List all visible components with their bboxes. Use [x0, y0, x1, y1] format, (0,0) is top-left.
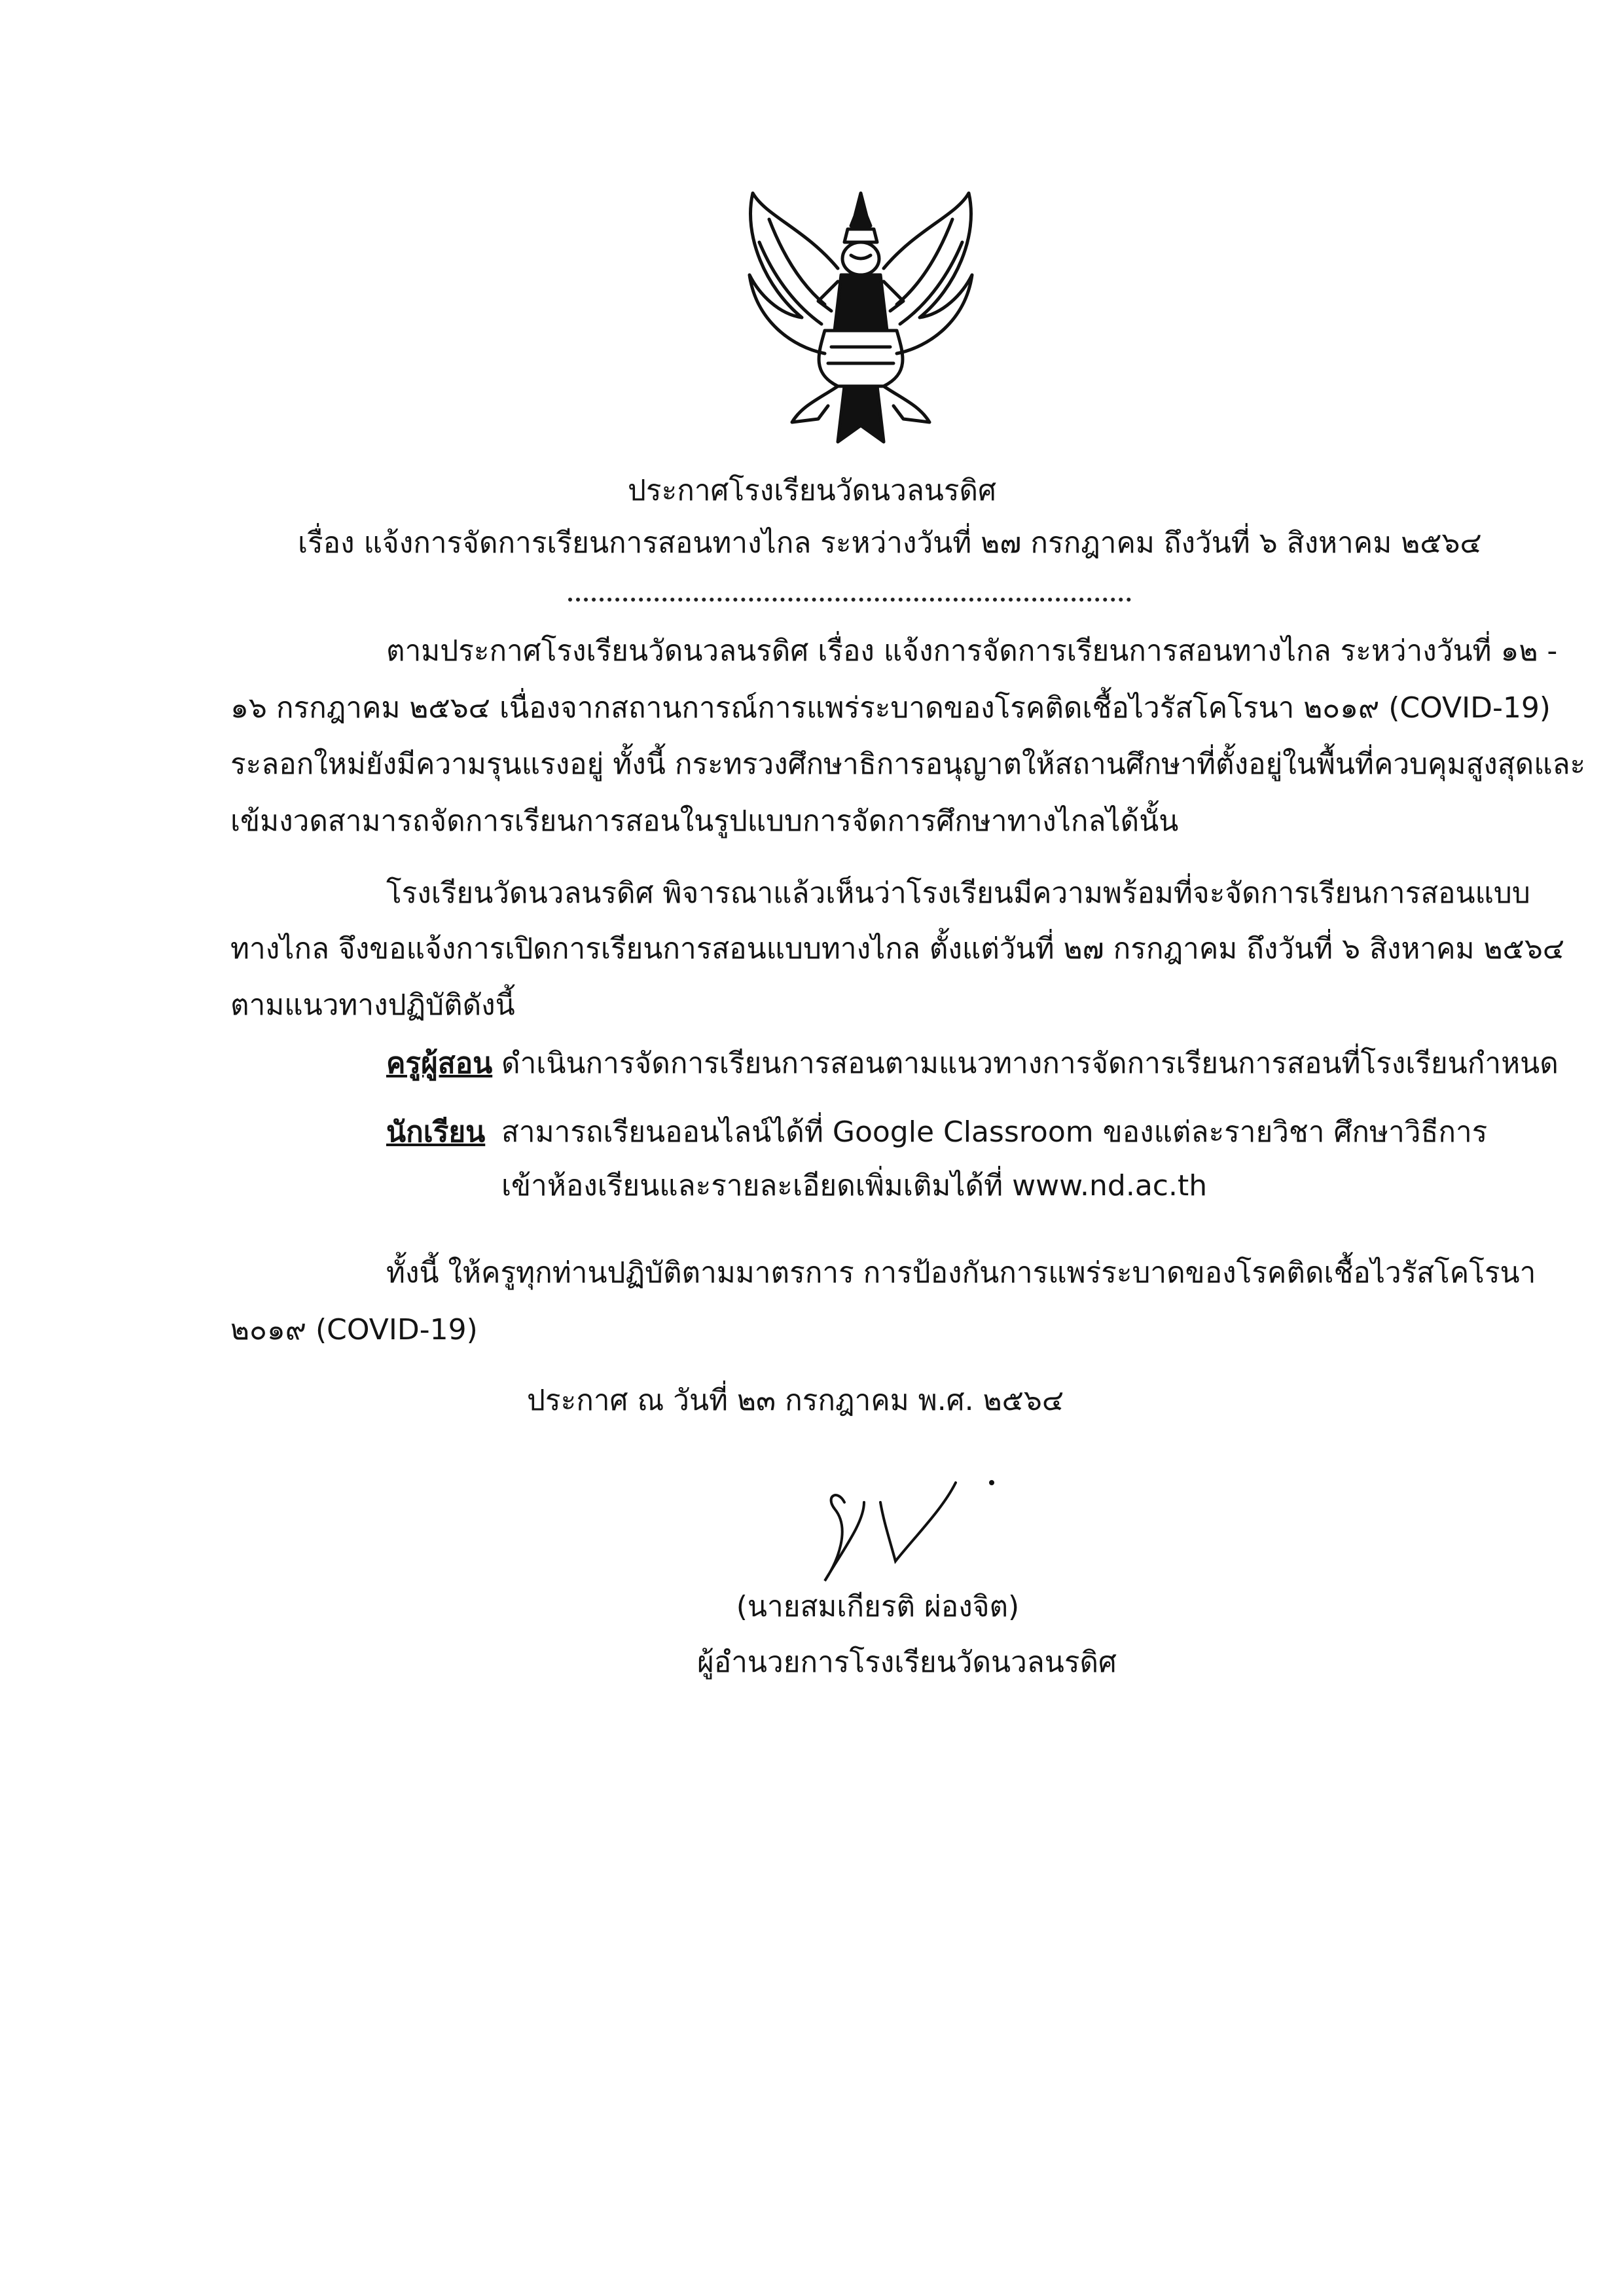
- student-line1: สามารถเรียนออนไลน์ได้ที่ Google Classroom ของแต่ละรายวิชา ศึกษาวิธีการ: [501, 1115, 1488, 1149]
- signature: [818, 1463, 1015, 1587]
- teacher-text: ดำเนินการจัดการเรียนการสอนตามแนวทางการจัดการเรียนการสอนที่โรงเรียนกำหนด: [501, 1047, 1559, 1080]
- teacher-label: ครูผู้สอน: [386, 1047, 493, 1080]
- para2-line2: ทางไกล จึงขอแจ้งการเปิดการเรียนการสอนแบบทางไกล ตั้งแต่วันที่ ๒๗ กรกฎาคม ถึงวันที่ ๖ สิงหาคม ๒๕๖๔: [230, 932, 1565, 966]
- para3-line1: ทั้งนี้ ให้ครูทุกท่านปฏิบัติตามมาตรการ การป้องกันการแพร่ระบาดของโรคติดเชื้อไวรัสโคโรนา: [386, 1256, 1536, 1290]
- title-separator: [568, 592, 1131, 602]
- para1-line1: ตามประกาศโรงเรียนวัดนวลนรดิศ เรื่อง แจ้งการจัดการเรียนการสอนทางไกล ระหว่างวันที่ ๑๒ -: [386, 634, 1558, 668]
- para1-line2: ๑๖ กรกฎาคม ๒๕๖๔ เนื่องจากสถานการณ์การแพร่ระบาดของโรคติดเชื้อไวรัสโคโรนา ๒๐๑๙ (COVID-19): [230, 691, 1551, 725]
- student-label: นักเรียน: [386, 1115, 486, 1149]
- student-line2: เข้าห้องเรียนและรายละเอียดเพิ่มเติมได้ที่ www.nd.ac.th: [501, 1169, 1208, 1202]
- signer-title: ผู้อำนวยการโรงเรียนวัดนวลนรดิศ: [697, 1646, 1117, 1679]
- garuda-emblem-icon: [740, 190, 982, 448]
- para1-line4: เข้มงวดสามารถจัดการเรียนการสอนในรูปแบบการจัดการศึกษาทางไกลได้นั้น: [230, 804, 1179, 838]
- signer-name: (นายสมเกียรติ ผ่องจิต): [736, 1590, 1020, 1623]
- announcement-date: ประกาศ ณ วันที่ ๒๓ กรกฎาคม พ.ศ. ๒๕๖๔: [527, 1384, 1064, 1417]
- para2-line1: โรงเรียนวัดนวลนรดิศ พิจารณาแล้วเห็นว่าโรงเรียนมีความพร้อมที่จะจัดการเรียนการสอนแบบ: [386, 876, 1530, 910]
- para2-line3: ตามแนวทางปฏิบัติดังนี้: [230, 988, 515, 1022]
- para3-line2: ๒๐๑๙ (COVID-19): [230, 1313, 478, 1346]
- para1-line3: ระลอกใหม่ยังมีความรุนแรงอยู่ ทั้งนี้ กระทรวงศึกษาธิการอนุญาตให้สถานศึกษาที่ตั้งอยู่ในพื้นที่ควบคุมสูงสุดและ: [230, 748, 1586, 781]
- document-title: ประกาศโรงเรียนวัดนวลนรดิศ: [628, 474, 996, 507]
- document-subject: เรื่อง แจ้งการจัดการเรียนการสอนทางไกล ระหว่างวันที่ ๒๗ กรกฎาคม ถึงวันที่ ๖ สิงหาคม ๒๕๖๔: [298, 526, 1482, 560]
